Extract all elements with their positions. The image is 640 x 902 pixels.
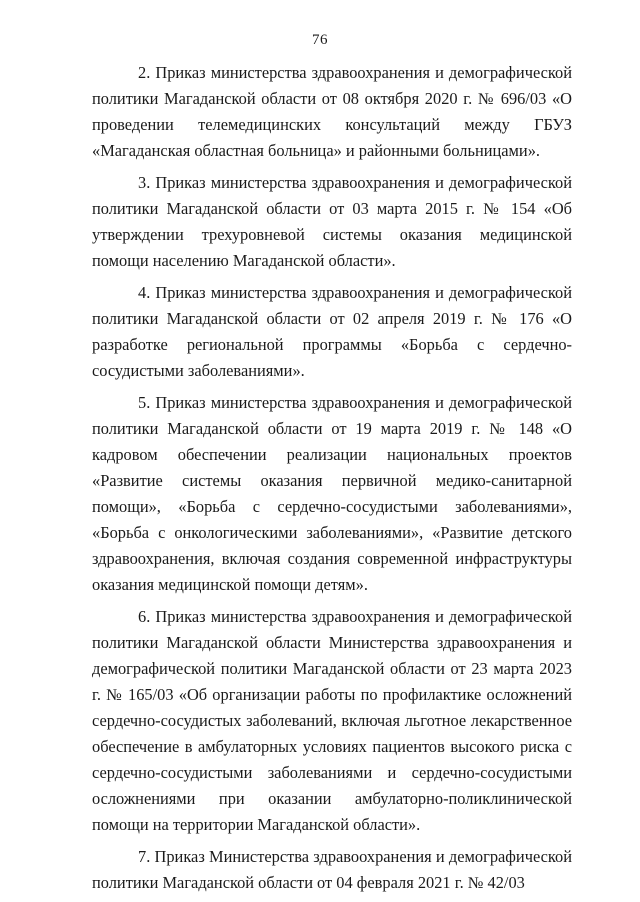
- paragraph-item-5: 5. Приказ министерства здравоохранения и демографической политики Магаданской области от 19 марта 2019 г. № 148 «О кадровом обеспечении реализации национальных проектов «Развитие системы оказания первичной медико-санитарной помощи», «Борьба с сердечно-сосудистыми заболеваниями», «Борьба с онкологическими заболеваниями», «Развитие детского здравоохранения, включая создания современной инфраструктуры оказания медицинской помощи детям».: [92, 393, 572, 594]
- paragraph-item-3: 3. Приказ министерства здравоохранения и демографической политики Магаданской области от 03 марта 2015 г. № 154 «Об утверждении трехуровневой системы оказания медицинской помощи населению Магаданской области».: [92, 173, 572, 270]
- document-body: [92, 60, 572, 902]
- page-number: 76: [312, 32, 328, 48]
- paragraph-item-7: 7. Приказ Министерства здравоохранения и демографической политики Магаданской области от 04 февраля 2021 г. № 42/03: [92, 847, 572, 892]
- paragraph-item-4: 4. Приказ министерства здравоохранения и демографической политики Магаданской области от 02 апреля 2019 г. № 176 «О разработке региональной программы «Борьба с сердечно-сосудистыми заболеваниями».: [92, 283, 572, 380]
- paragraph-item-6: 6. Приказ министерства здравоохранения и демографической политики Магаданской области Министерства здравоохранения и демографической политики Магаданской области от 23 марта 2023 г. № 165/03 «Об организации работы по профилактике осложнений сердечно-сосудистых заболеваний, включая льготное лекарственное обеспечение в амбулаторных условиях пациентов высокого риска с сердечно-сосудистыми заболеваниями и сердечно-сосудистыми осложнениями при оказании амбулаторно-поликлинической помощи на территории Магаданской области».: [92, 607, 572, 834]
- paragraph-item-2: 2. Приказ министерства здравоохранения и демографической политики Магаданской области от 08 октября 2020 г. № 696/03 «О проведении телемедицинских консультаций между ГБУЗ «Магаданская областная больница» и районными больницами».: [92, 63, 572, 160]
